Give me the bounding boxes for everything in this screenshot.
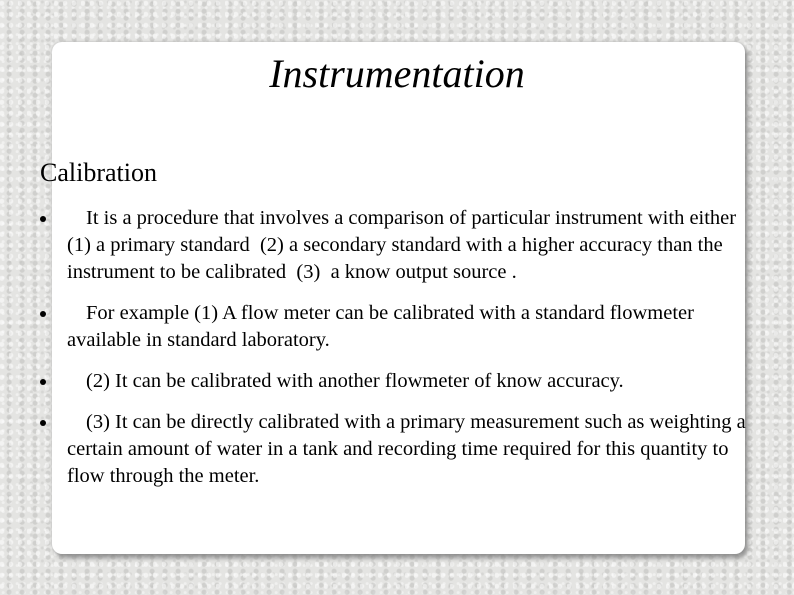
bullet-icon — [40, 420, 46, 426]
bullet-item — [0, 205, 760, 286]
bullet-text: For example (1) A flow meter can be calibrated with a standard flowmeter available in standard laboratory. — [67, 302, 700, 351]
slide-title: Instrumentation — [269, 51, 525, 96]
section-heading: Calibration — [40, 158, 157, 187]
bullet-item — [0, 368, 760, 395]
bullet-item — [0, 409, 760, 490]
bullet-icon — [40, 379, 46, 385]
bullet-item — [0, 300, 760, 354]
bullet-icon — [40, 216, 46, 222]
bullet-text: (3) It can be directly calibrated with a primary measurement such as weighting a certain amount of water in a tank and recording time required for this quantity to flow through the meter. — [67, 411, 751, 487]
bullet-text: It is a procedure that involves a comparison of particular instrument with either (1) a primary standard (2) a secondary standard with a higher accuracy than the instrument to be calibrated (3) a know output source . — [67, 207, 747, 283]
bullet-icon — [40, 311, 46, 317]
bullet-text: (2) It can be calibrated with another flowmeter of know accuracy. — [86, 370, 624, 392]
bullet-list — [0, 205, 760, 504]
